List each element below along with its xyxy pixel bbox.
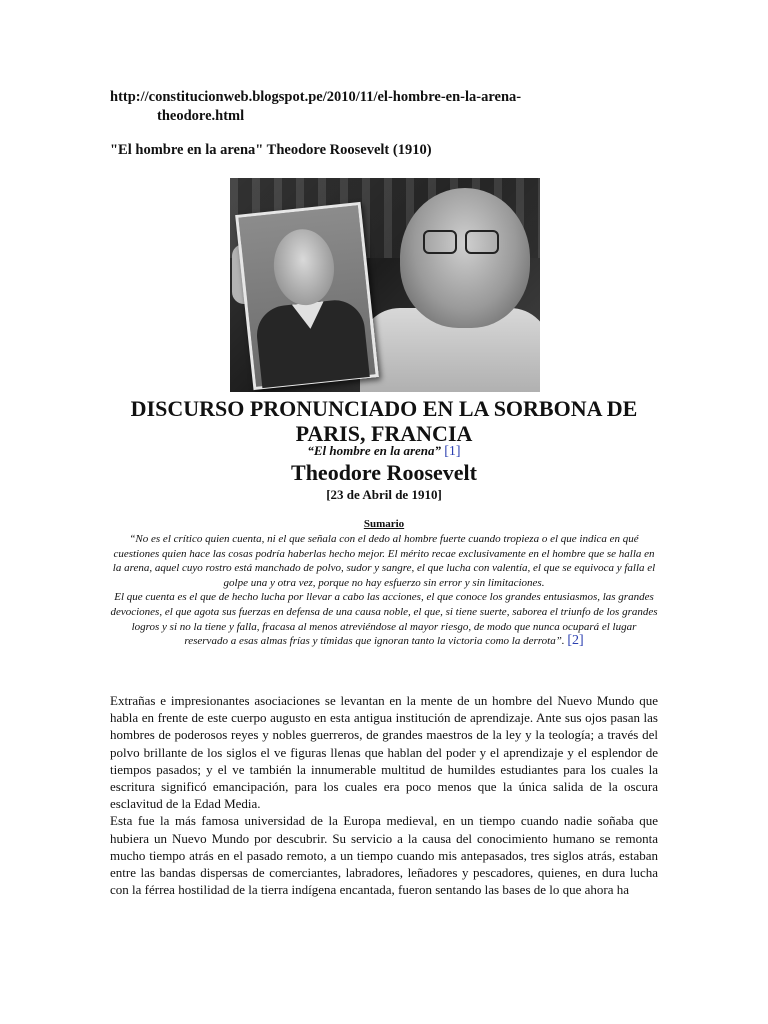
speech-subtitle [110, 443, 658, 460]
body-paragraph-2: Esta fue la más famosa universidad de la Europa medieval, en un tiempo cuando nadie soñaba que hubiera un Nuevo Mundo por descubrir. Su servicio a la causa del conocimiento humano se remonta mucho tiempo atrás en el pasado remoto, a un tiempo cuando mis antepasados, tres siglos atrás, estaban entre las bandas dispersas de comerciantes, labradores, leñadores y pescadores, quienes, en dura lucha con la férrea hostilidad de la tierra indígena encantada, fueron sentando las bases de lo que ahora ha [110, 813, 658, 898]
portrait-face [270, 226, 338, 308]
subtitle-text: “El hombre en la arena” [307, 443, 442, 458]
summary-label: Sumario [363, 518, 405, 530]
source-url-line1[interactable]: http://constitucionweb.blogspot.pe/2010/11/el-hombre-en-la-arena- [110, 89, 522, 105]
photo-man-head [400, 188, 530, 328]
speech-body [110, 692, 658, 898]
document-title: "El hombre en la arena" Theodore Roosevelt (1910) [110, 142, 432, 158]
speech-heading-line1: DISCURSO PRONUNCIADO EN LA SORBONA DE [130, 396, 638, 421]
speech-heading-line2: PARIS, FRANCIA [295, 421, 473, 446]
photo-glasses-right [465, 230, 499, 254]
source-url-line2[interactable]: theodore.html [157, 108, 245, 124]
footnote-link-1[interactable]: [1] [444, 444, 461, 459]
summary-quote [110, 532, 658, 649]
summary-paragraph-1: “No es el crítico quien cuenta, ni el que señala con el dedo al hombre fuerte cuando tropieza o el que indica en qué cuestiones quien hace las cosas podría haberlas hecho mejor. El mérito recae exclusivamente en el hombre que se halla en la arena, aquel cuyo rostro está manchado de polvo, sudor y sangre, el que lucha con valentía, el que se equivoca y falla el golpe una y otra vez, porque no hay esfuerzo sin error y sin limitaciones. [112, 533, 656, 589]
speech-date: [23 de Abril de 1910] [326, 487, 442, 502]
footnote-link-2[interactable]: [2] [567, 633, 584, 649]
source-url[interactable] [110, 88, 670, 126]
photo-glasses-left [423, 230, 457, 254]
speech-heading [110, 396, 658, 446]
summary-paragraph-2 [110, 590, 658, 648]
photo-man-holding-portrait [230, 178, 540, 392]
photo-roosevelt-portrait [235, 202, 379, 390]
author-name: Theodore Roosevelt [291, 460, 477, 485]
summary-paragraph-2-text: El que cuenta es el que de hecho lucha por llevar a cabo las acciones, el que conoce los grandes entusiasmos, las grandes devociones, el que agota sus fuerzas en defensa de una causa noble, el que, si tiene suerte, saborea el triunfo de los grandes logros y si no la tiene y falla, fracasa al menos atreviéndose al mayor riesgo, de modo que nunca ocupará el lugar reservado a esas almas frías y tímidas que ignoran tanto la victoria como la derrota”. [110, 591, 658, 648]
body-paragraph-1: Extrañas e impresionantes asociaciones se levantan en la mente de un hombre del Nuevo Mundo que habla en frente de este cuerpo augusto en esta antigua institución de aprendizaje. Ante sus ojos pasan las hombres de poderosos reyes y nobles guerreros, de grandes maestros de la ley y la teología; a través del polvo brillante de los siglos el ve figuras llenas que hablan del poder y el aprendizaje y el esplendor de tiempos pasados; y el ve también la innumerable multitud de humildes estudiantes para los cuales la escritura significó emancipación, para los cuales era poco menos que la única salida de la oscura esclavitud de la Edad Media. [110, 693, 658, 812]
